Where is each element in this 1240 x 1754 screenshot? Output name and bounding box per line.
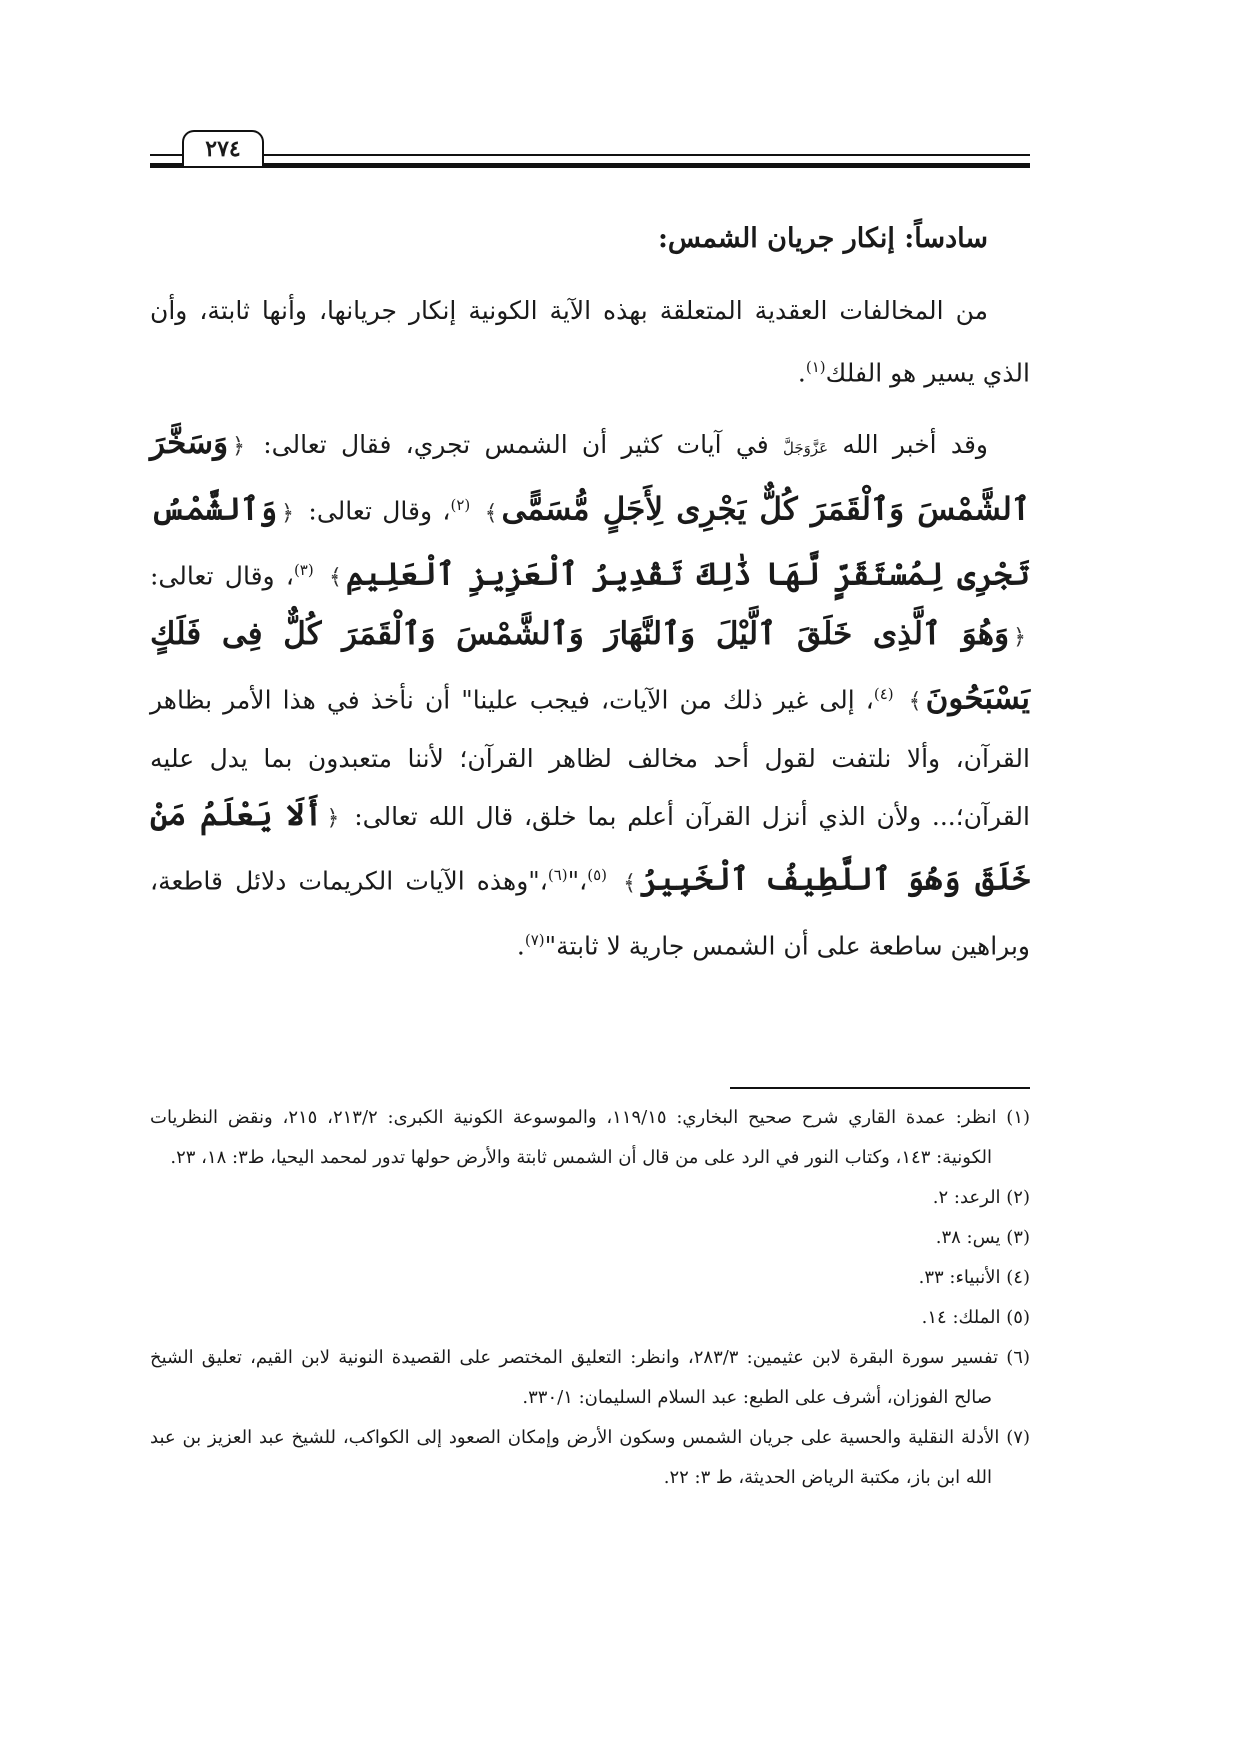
text-segment: وقد أخبر الله — [842, 430, 989, 460]
paragraph-1-text: من المخالفات العقدية المتعلقة بهذه الآية الكونية إنكار جريانها، وأنها ثابتة، وأن الذي يسير هو الفلك — [150, 296, 1030, 388]
footnote-2: (٢) الرعد: ٢. — [932, 1187, 1030, 1208]
paragraph-2 — [150, 415, 1030, 974]
quran-bracket-open-icon: ﴿ — [326, 806, 340, 832]
quran-bracket-close-icon: ﴾ — [484, 500, 498, 526]
footnote-5: (٥) الملك: ١٤. — [921, 1307, 1030, 1328]
footnotes — [150, 1098, 1030, 1498]
honorific-glyph: عَزَّوَجَلَّ — [782, 439, 829, 458]
quran-verse-3: وَهُوَ ٱلَّذِى خَلَقَ ٱلَّيْلَ وَٱلنَّهَارَ وَٱلشَّمْسَ وَٱلْقَمَرَ كُلٌّ فِى فَلَكٍ يَسْبَحُونَ — [150, 615, 1030, 717]
header-rule-thin — [150, 154, 1030, 156]
footnote-ref-4[interactable]: (٤) — [873, 684, 894, 703]
footnote-4: (٤) الأنبياء: ٣٣. — [918, 1267, 1030, 1288]
main-text — [150, 205, 1030, 988]
text-segment: ،"وهذه الآيات الكريمات دلائل قاطعة، وبراهين ساطعة على أن الشمس جارية لا ثابتة" — [150, 866, 1030, 960]
footnote-ref-2[interactable]: (٢) — [450, 496, 471, 515]
page-number: ٢٧٤ — [182, 130, 264, 166]
footnote-3: (٣) يس: ٣٨. — [935, 1227, 1030, 1248]
quran-verse-2: وَٱلشَّمْسُ تَجْرِى لِمُسْتَقَرٍّ لَّهَا ذَٰلِكَ تَقْدِيرُ ٱلْعَزِيزِ ٱلْعَلِيمِ — [150, 491, 1031, 592]
footnote-ref-3[interactable]: (٣) — [293, 560, 314, 579]
footnote-ref-7[interactable]: (٧) — [524, 930, 545, 949]
quran-bracket-open-icon: ﴿ — [1013, 624, 1026, 650]
footnote-separator — [730, 1087, 1030, 1089]
text-segment: ،" — [567, 866, 588, 896]
quran-bracket-close-icon: ﴾ — [623, 870, 636, 896]
footnote-ref-6[interactable]: (٦) — [547, 866, 568, 885]
quran-bracket-open-icon: ﴿ — [281, 500, 295, 526]
footnote-ref-5[interactable]: (٥) — [587, 866, 607, 885]
footnote-7: (٧) الأدلة النقلية والحسية على جريان الشمس وسكون الأرض وإمكان الصعود إلى الكواكب، للشيخ عبد العزيز بن عبد الله ابن باز، مكتبة الرياض الحديثة، ط ٣: ٢٢. — [150, 1427, 1030, 1488]
quran-verse-4: أَلَا يَعْلَمُ مَنْ خَلَقَ وَهُوَ ٱللَّطِيفُ ٱلْخَبِيرُ — [150, 797, 1031, 898]
text-segment: ، وقال تعالى: — [150, 560, 294, 590]
text-segment: ، إلى غير ذلك من الآيات، فيجب علينا" أن نأخذ في هذا الأمر بظاهر القرآن، وألا نلتفت لقول أحد مخالف لظاهر القرآن؛ لأننا متعبدون بما يدل عليه القرآن؛... ولأن الذي أنزل القرآن أعلم بما خلق، قال الله تعالى: — [150, 685, 1030, 832]
footnote-ref-1[interactable]: (١) — [805, 358, 826, 376]
quran-verse-1: وَسَخَّرَ ٱلشَّمْسَ وَٱلْقَمَرَ كُلٌّ يَجْرِى لِأَجَلٍ مُّسَمًّى — [150, 425, 1030, 528]
paragraph-1 — [150, 282, 1030, 401]
text-segment: في آيات كثير أن الشمس تجري، فقال تعالى: — [263, 430, 769, 460]
section-heading: سادساً: إنكار جريان الشمس: — [657, 223, 988, 254]
footnote-6: (٦) تفسير سورة البقرة لابن عثيمين: ٢٨٣/٣، وانظر: التعليق المختصر على القصيدة النونية لابن القيم، تعليق الشيخ صالح الفوزان، أشرف على الطبع: عبد السلام السليمان: ٣٣٠/١. — [150, 1347, 1030, 1408]
page-header — [150, 130, 1030, 170]
quran-bracket-close-icon: ﴾ — [329, 564, 342, 590]
paragraph-1-end: . — [797, 358, 806, 388]
header-rule-thick — [150, 163, 1030, 168]
paragraph-2-end: . — [516, 930, 525, 960]
footnote-1: (١) انظر: عمدة القاري شرح صحيح البخاري: ١١٩/١٥، والموسوعة الكونية الكبرى: ٢١٣/٢، ٢١٥، ونقض النظريات الكونية: ١٤٣، وكتاب النور في الرد على من قال أن الشمس ثابتة والأرض حولها تدور لمحمد اليحيا، ط٣: ١٨، ٢٣. — [150, 1107, 1031, 1168]
quran-bracket-open-icon: ﴿ — [232, 434, 245, 460]
quran-bracket-close-icon: ﴾ — [908, 689, 922, 715]
text-segment: ، وقال تعالى: — [308, 496, 451, 526]
